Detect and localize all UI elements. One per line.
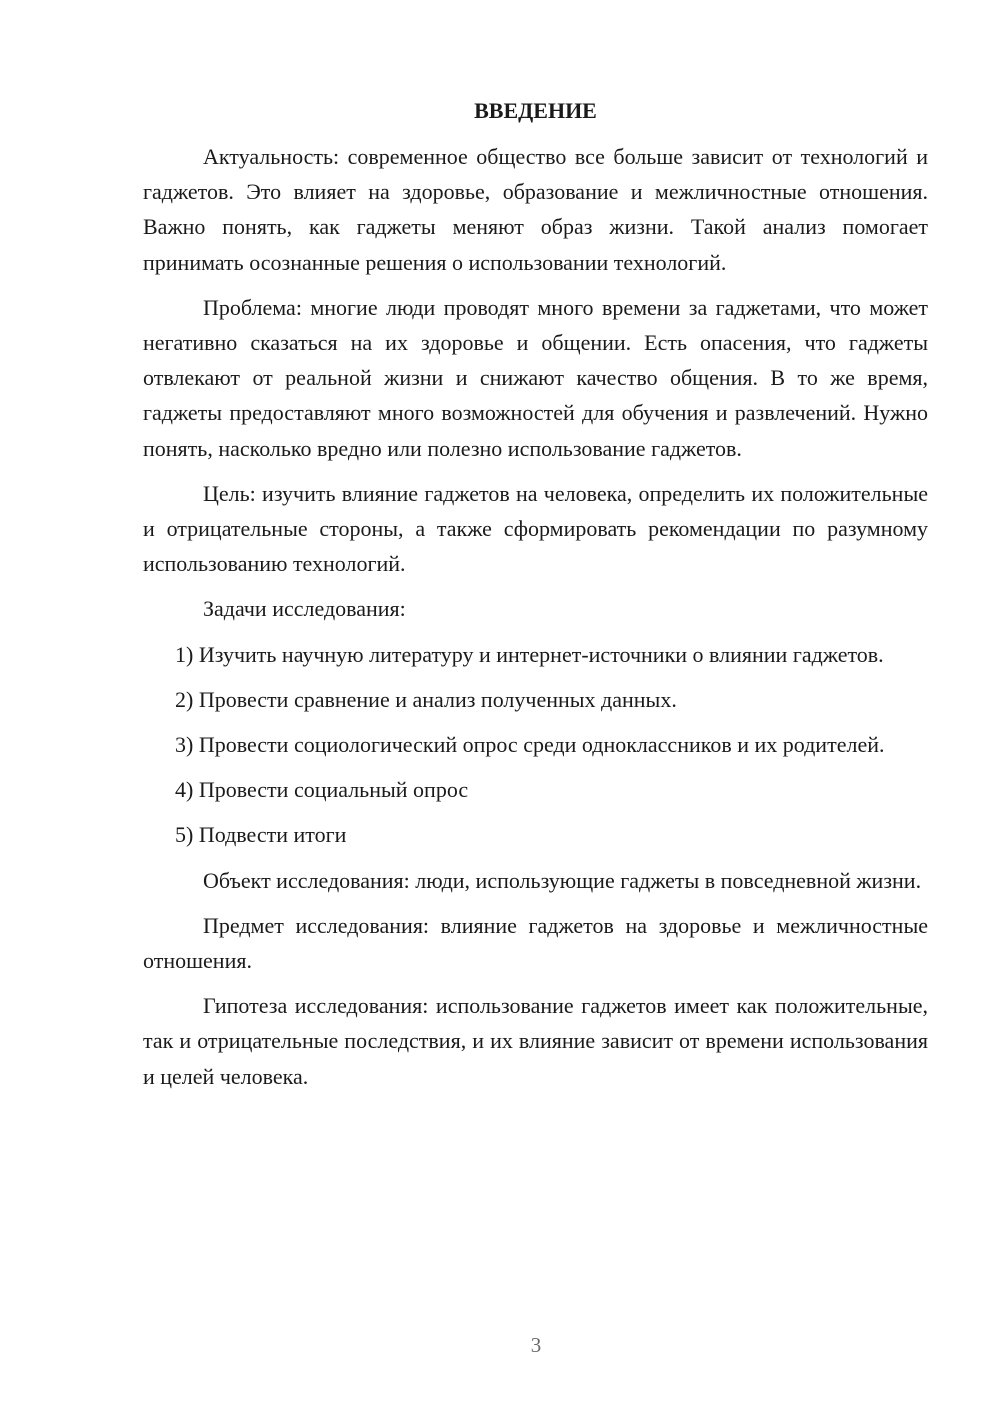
paragraph-problem: Проблема: многие люди проводят много времени за гаджетами, что может негативно сказаться на их здоровье и общении. Есть опасения, что гаджеты отвлекают от реальной жизни и снижают качество общения. В то же время, гаджеты предоставляют много возможностей для обучения и развлечений. Нужно понять, насколько вредно или полезно использование гаджетов. bbox=[143, 294, 928, 461]
task-item: 3) Провести социологический опрос среди одноклассников и их родителей. bbox=[175, 732, 885, 758]
paragraph-relevance: Актуальность: современное общество все больше зависит от технологий и гаджетов. Это влияет на здоровье, образование и межличностные отношения. Важно понять, как гаджеты меняют образ жизни. Такой анализ помогает принимать осознанные решения о использовании технологий. bbox=[143, 144, 928, 275]
document-page bbox=[143, 95, 928, 1104]
paragraph-hypothesis: Гипотеза исследования: использование гаджетов имеет как положительные, так и отрицательные последствия, и их влияние зависит от времени использования и целей человека. bbox=[143, 993, 928, 1089]
page-number: 3 bbox=[530, 1333, 542, 1357]
paragraph-goal: Цель: изучить влияние гаджетов на человека, определить их положительные и отрицательные стороны, а также сформировать рекомендации по разумному использованию технологий. bbox=[143, 480, 928, 577]
paragraph-subject: Предмет исследования: влияние гаджетов на здоровье и межличностные отношения. bbox=[143, 912, 928, 974]
paragraph-tasks-heading: Задачи исследования: bbox=[203, 596, 406, 622]
task-item: 2) Провести сравнение и анализ полученных данных. bbox=[175, 686, 677, 712]
task-item: 5) Подвести итоги bbox=[175, 822, 347, 848]
section-title: ВВЕДЕНИЕ bbox=[474, 98, 597, 123]
task-list bbox=[143, 637, 928, 853]
task-item: 1) Изучить научную литературу и интернет-источники о влиянии гаджетов. bbox=[175, 641, 884, 667]
task-item: 4) Провести социальный опрос bbox=[175, 777, 469, 803]
paragraph-object: Объект исследования: люди, использующие гаджеты в повседневной жизни. bbox=[203, 867, 922, 893]
